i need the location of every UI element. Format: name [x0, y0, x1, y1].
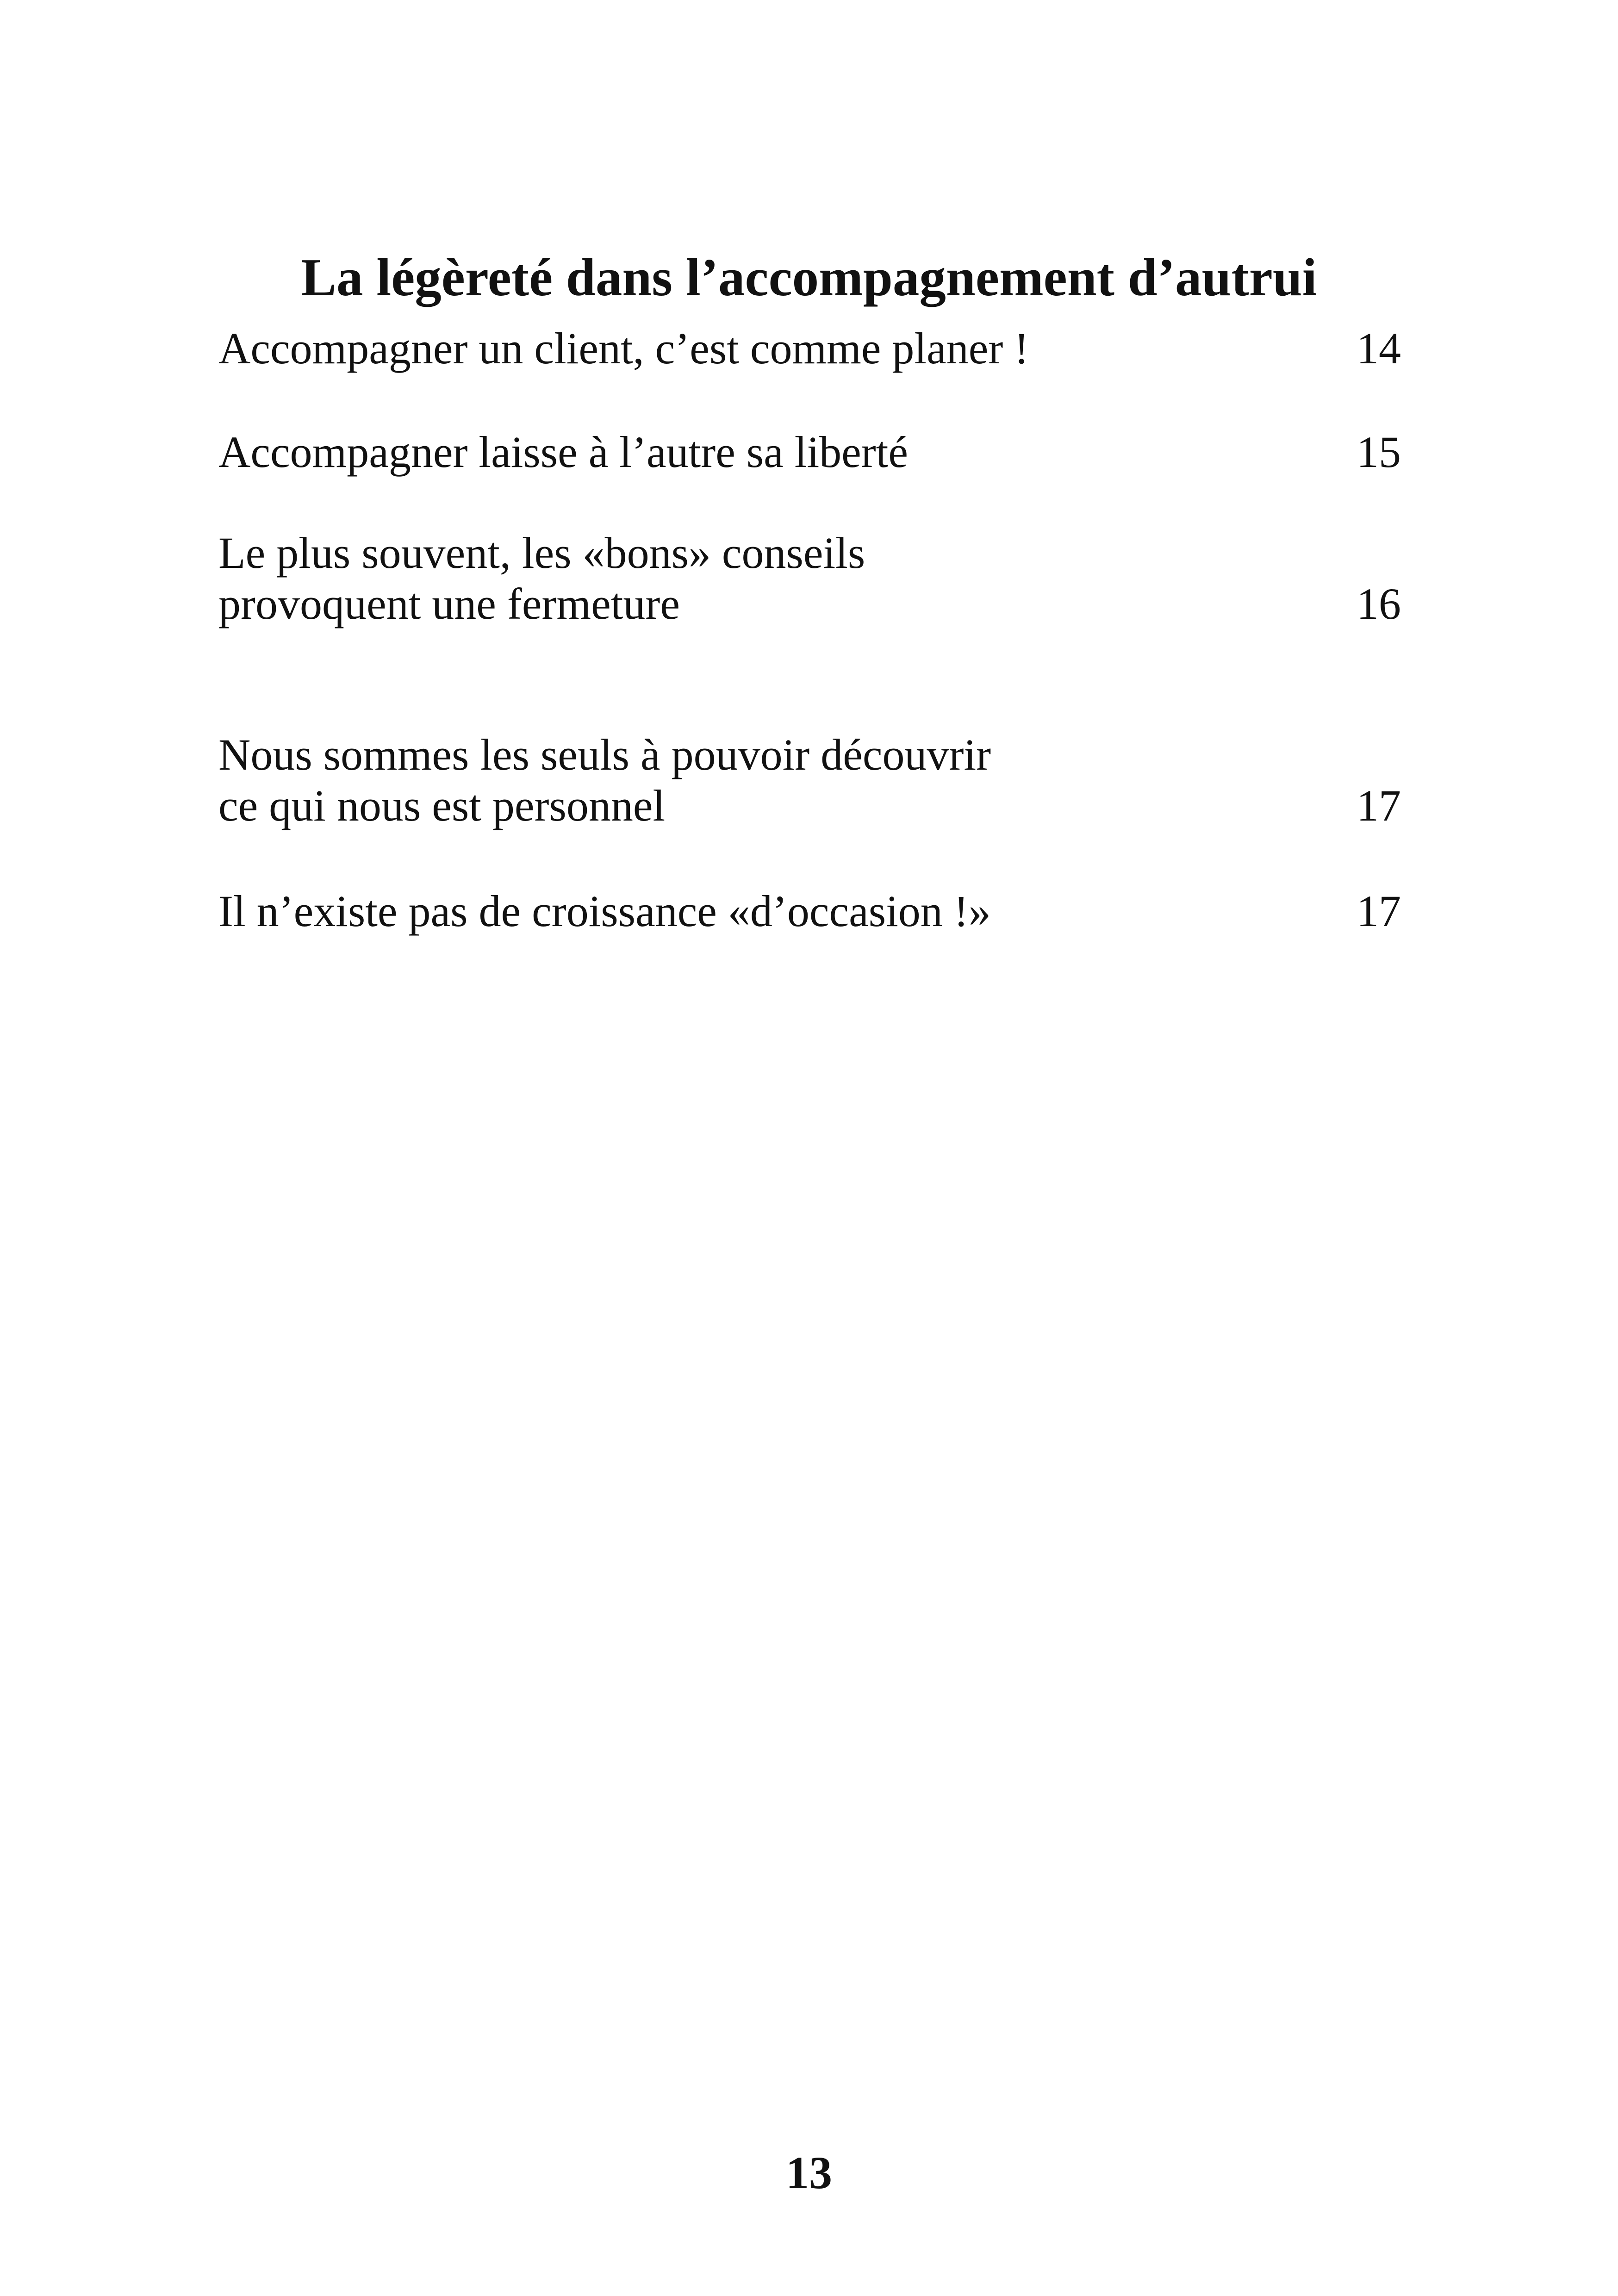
toc-page-number: 16 — [1357, 579, 1401, 628]
toc-entry-title — [218, 427, 1260, 478]
toc-entry-title — [218, 528, 1260, 629]
toc-entry-line: ce qui nous est personnel — [218, 781, 666, 830]
toc-entry-title — [218, 729, 1260, 831]
page-title: La légèreté dans l’accompagnement d’autrui — [301, 248, 1317, 307]
toc-entry-line: Le plus souvent, les «bons» conseils — [218, 528, 865, 578]
toc-page-number: 14 — [1357, 324, 1401, 373]
toc-entry-line: Accompagner laisse à l’autre sa liberté — [218, 427, 908, 477]
toc-entry-title — [218, 323, 1260, 374]
toc-page-number: 17 — [1357, 886, 1401, 936]
toc-page-number: 15 — [1357, 427, 1401, 477]
toc-entry-title — [218, 886, 1260, 937]
toc-page-number: 17 — [1357, 781, 1401, 830]
page-number: 13 — [786, 2147, 832, 2198]
toc-entry-line: Nous sommes les seuls à pouvoir découvrir — [218, 730, 991, 779]
toc-entry-line: provoquent une fermeture — [218, 579, 680, 628]
toc-entry-line: Il n’existe pas de croissance «d’occasion !» — [218, 886, 991, 936]
toc-entry-line: Accompagner un client, c’est comme planer ! — [218, 324, 1029, 373]
table-of-contents — [218, 0, 1401, 1018]
